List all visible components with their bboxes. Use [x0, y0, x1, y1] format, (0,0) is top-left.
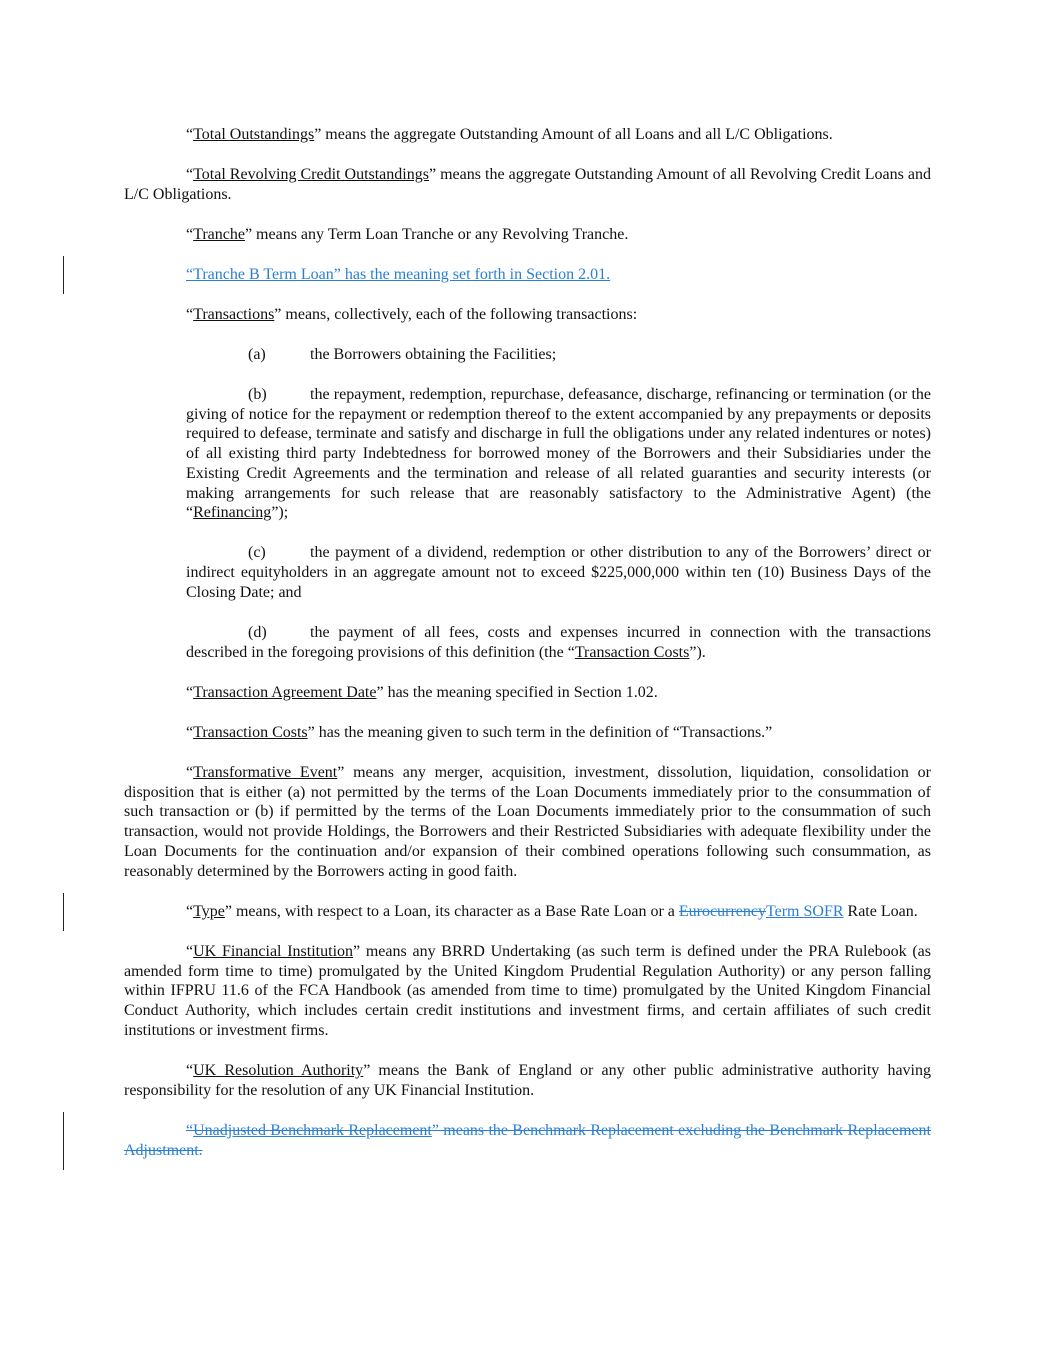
defined-term: Total Outstandings — [193, 126, 315, 143]
defined-term: UK Financial Institution — [193, 942, 354, 960]
inserted-text: Term SOFR — [765, 902, 844, 920]
definition-paragraph — [124, 265, 931, 285]
definition-paragraph — [124, 683, 931, 703]
change-bar — [63, 1112, 64, 1170]
document-page — [124, 125, 931, 1180]
text-run: Rate Loan. — [843, 902, 918, 920]
definition-paragraph — [124, 763, 931, 882]
text-run: “ — [186, 305, 194, 323]
clause-label: (d) — [248, 624, 267, 642]
clause-label: (a) — [248, 345, 266, 363]
definition-paragraph — [124, 125, 931, 145]
deleted-text: “ — [186, 1121, 194, 1139]
definition-paragraph — [124, 902, 931, 922]
text-run: ” has the meaning given to such term in the definition of “Transactions.” — [307, 723, 773, 741]
text-run: ”). — [689, 643, 706, 661]
definition-paragraph — [124, 305, 931, 325]
text-run: “ — [186, 683, 194, 701]
text-run: “ — [186, 1061, 194, 1079]
defined-term: Type — [193, 902, 225, 920]
text-run: the repayment, redemption, repurchase, defeasance, discharge, refinancing or termination (or the giving of notice for the repayment or redemption thereof to the extent accompanied by any prepayments or deposits required to defease, terminate and satisfy and discharge in full the obligations under any related indentures or notes) of all existing third party Indebtedness for borrowed money of the Borrowers and their Subsidiaries under the Existing Credit Agreements and the termination and release of all related guaranties and security interests (or making arrangements for such release that are reasonably satisfactory to the Administrative Agent) (the “ — [186, 385, 931, 522]
defined-term: Transaction Agreement Date — [193, 683, 377, 701]
text-run: the payment of all fees, costs and expenses incurred in connection with the transactions described in the foregoing provisions of this definition (the “ — [186, 624, 931, 661]
definition-paragraph — [124, 1121, 931, 1161]
text-run: “ — [186, 723, 194, 741]
definition-paragraph — [124, 165, 931, 205]
inserted-text: “Tranche B Term Loan” has the meaning set forth in Section 2.01. — [186, 265, 611, 283]
defined-term: Transaction Costs — [574, 643, 690, 661]
text-run: the payment of a dividend, redemption or other distribution to any of the Borrowers’ direct or indirect equityholders in an aggregate amount not to exceed $225,000,000 within ten (10) Business Days of the Closing Date; and — [186, 544, 931, 602]
text-run: “ — [186, 902, 194, 920]
text-run: ” means, with respect to a Loan, its character as a Base Rate Loan or a — [224, 902, 679, 920]
text-run: ” means the Bank of England or any other public administrative authority having responsibility for the resolution of any UK Financial Institution. — [124, 1061, 932, 1099]
sub-clause — [186, 385, 931, 524]
defined-term: Transactions — [193, 305, 275, 323]
change-bar — [63, 893, 64, 931]
text-run: “ — [186, 225, 194, 243]
text-run: ” means any Term Loan Tranche or any Revolving Tranche. — [244, 225, 629, 243]
text-run: ” has the meaning specified in Section 1.02. — [376, 683, 658, 701]
definition-paragraph — [124, 225, 931, 245]
text-run: ” means any merger, acquisition, investment, dissolution, liquidation, consolidation or disposition that is either (a) not permitted by the terms of the Loan Documents immediately prior to the consummation of such transaction or (b) if permitted by the terms of the Loan Documents immediately prior to the consummation of such transaction, would not provide Holdings, the Borrowers and their Restricted Subsidiaries with adequate flexibility under the Loan Documents for the continuation and/or expansion of their combined operations following such consummation, as reasonably determined by the Borrowers acting in good faith. — [124, 763, 931, 880]
text-run: ” means any BRRD Undertaking (as such term is defined under the PRA Rulebook (as amended form time to time) promulgated by the United Kingdom Prudential Regulation Authority) or any person falling within IFPRU 11.6 of the FCA Handbook (as amended from time to time) promulgated by the United Kingdom Financial Conduct Authority, which includes certain credit institutions and investment firms, and certain affiliates of such credit institutions or investment firms. — [124, 942, 931, 1039]
clause-label: (b) — [248, 385, 267, 403]
definition-paragraph — [124, 723, 931, 743]
sub-clause — [186, 623, 931, 663]
text-run: ” means, collectively, each of the following transactions: — [274, 305, 638, 323]
defined-term: UK Resolution Authority — [193, 1061, 364, 1079]
deleted-text: Eurocurrency — [678, 902, 766, 920]
defined-term: Tranche — [193, 225, 245, 243]
text-run: ” means the aggregate Outstanding Amount of all Loans and all L/C Obligations. — [314, 126, 833, 143]
defined-term: Transformative Event — [193, 763, 338, 781]
defined-term: Refinancing — [193, 504, 272, 522]
deleted-defined-term: Unadjusted Benchmark Replacement — [193, 1121, 432, 1139]
text-run: “ — [186, 763, 194, 781]
text-run: “ — [186, 126, 194, 143]
text-run: “ — [186, 165, 194, 183]
text-run: “ — [186, 942, 194, 960]
sub-clause — [186, 543, 931, 602]
text-run: the Borrowers obtaining the Facilities; — [310, 345, 557, 363]
clause-label: (c) — [248, 544, 266, 562]
deleted-text: ” means the Benchmark Replacement excluding the Benchmark Replacement Adjustment. — [124, 1121, 931, 1159]
definition-paragraph — [124, 1061, 931, 1101]
sub-clause — [186, 345, 931, 365]
defined-term: Transaction Costs — [193, 723, 308, 741]
text-run: ” means the aggregate Outstanding Amount of all Revolving Credit Loans and L/C Obligations. — [124, 165, 932, 203]
defined-term: Total Revolving Credit Outstandings — [193, 165, 429, 183]
change-bar — [63, 256, 64, 294]
text-run: ”); — [271, 504, 289, 522]
definition-paragraph — [124, 942, 931, 1041]
